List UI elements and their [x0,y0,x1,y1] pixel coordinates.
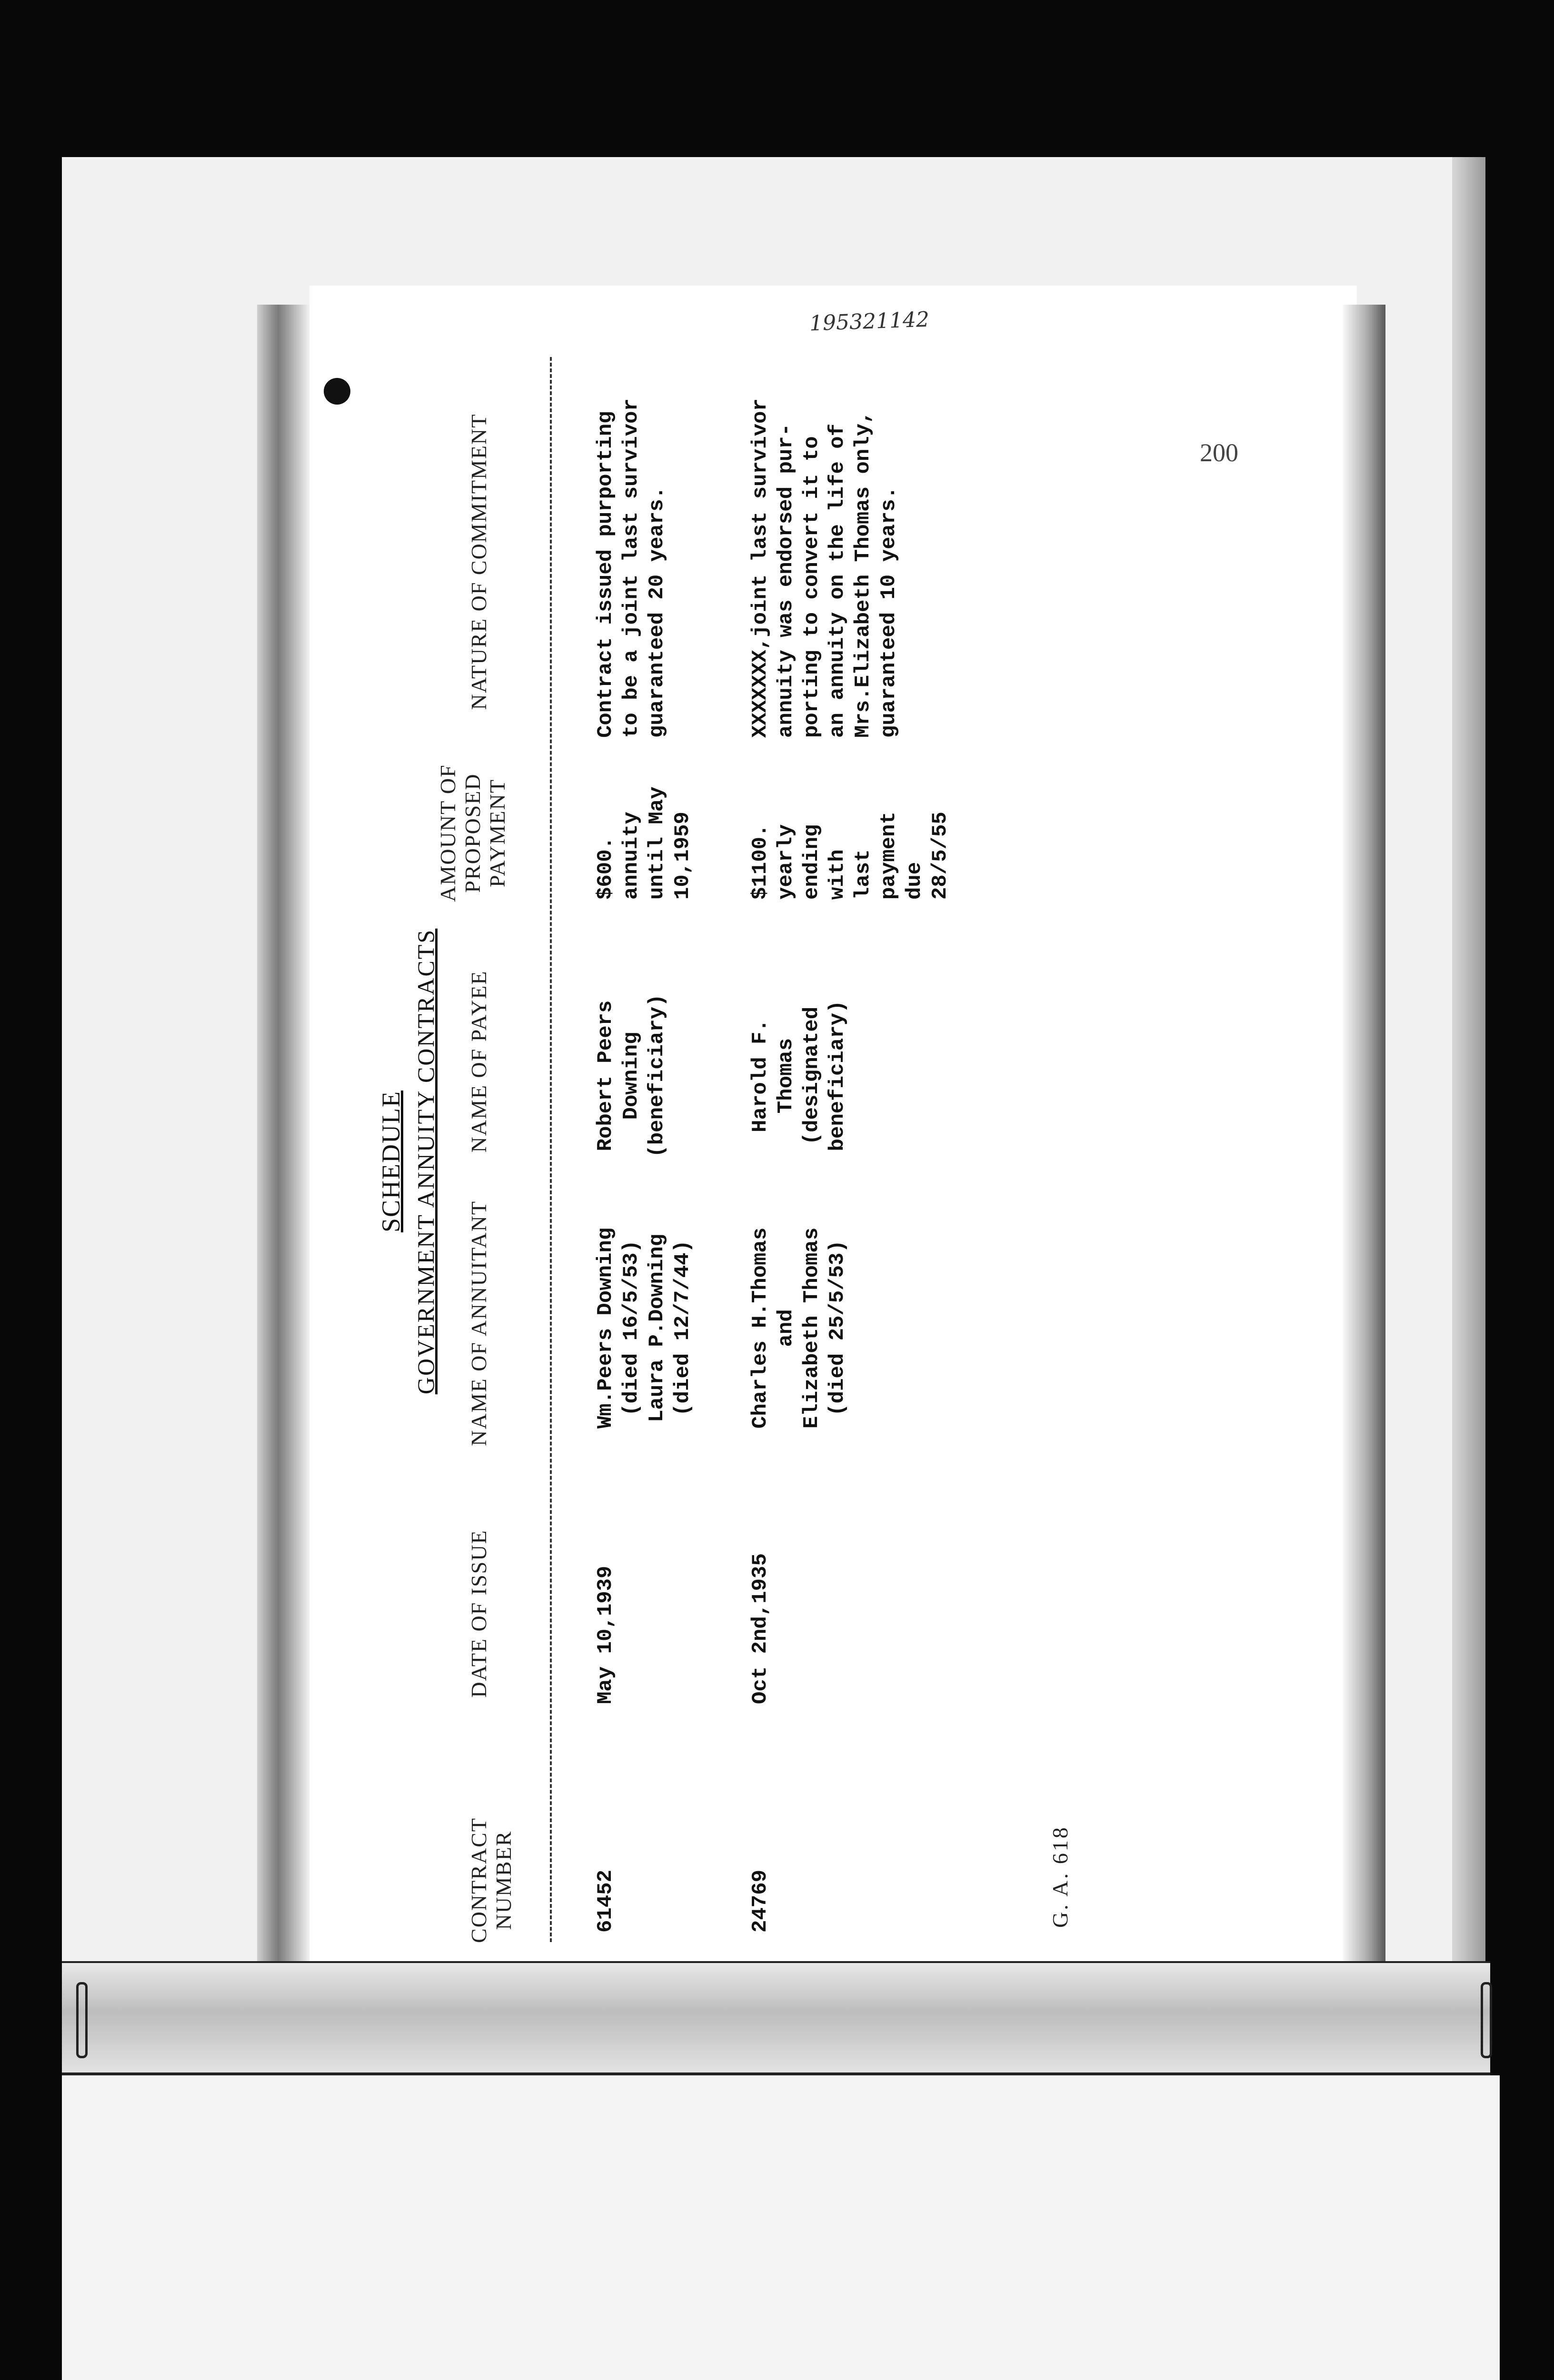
binder-hole-icon [76,1982,88,2058]
lower-sheet [62,2075,1500,2380]
row1-date-of-issue: May 10,1939 [594,1566,618,1704]
row2-contract-number: 24769 [748,1869,772,1933]
form-code: G. A. 618 [1048,1825,1072,1928]
header-amount: AMOUNT OF PROPOSED PAYMENT [436,764,509,902]
row2-date-of-issue: Oct 2nd,1935 [748,1553,772,1704]
row1-amount: $600. annuity until May 10,1959 [594,786,695,900]
schedule-content [333,352,1095,1971]
row2-payee: Harold F. Thomas (designated beneficiary) [748,1000,849,1151]
row2-amount: $1100. yearly ending with last payment due 28/5/55 [748,812,952,900]
punch-dot-icon [324,378,350,405]
header-name-of-payee: NAME OF PAYEE [467,970,491,1153]
header-contract-number: CONTRACT NUMBER [467,1817,516,1943]
row1-nature: Contract issued purporting to be a joint last survivor guaranteed 20 years. [594,398,669,738]
header-name-of-annuitant: NAME OF ANNUITANT [467,1200,491,1446]
schedule-title: SCHEDULE [377,1091,405,1232]
schedule-subtitle: GOVERNMENT ANNUITY CONTRACTS [412,928,439,1395]
page-number: 200 [1200,438,1238,467]
handwritten-reference: 195321142 [809,307,930,336]
paper-fold-shadow [257,305,309,1961]
binder-hole-icon [1481,1982,1492,2058]
binder-strip [62,1961,1490,2075]
row1-payee: Robert Peers Downing (beneficiary) [594,994,669,1158]
header-date-of-issue: DATE OF ISSUE [467,1529,491,1698]
row1-annuitant: Wm.Peers Downing (died 16/5/53) Laura P.Downing (died 12/7/44) [594,1227,695,1429]
paper-edge-shadow [1343,305,1385,1961]
row2-annuitant: Charles H.Thomas and Elizabeth Thomas (died 25/5/53) [748,1227,849,1429]
row2-nature: XXXXXXX,joint last survivor annuity was endorsed pur- porting to convert it to an annuity on the life of Mrs.Elizabeth Thomas only, guaranteed 10 years. [748,398,901,738]
header-rule [550,357,552,1942]
header-nature: NATURE OF COMMITMENT [467,413,491,710]
row1-contract-number: 61452 [594,1869,618,1933]
board-shadow [1452,157,1485,2071]
